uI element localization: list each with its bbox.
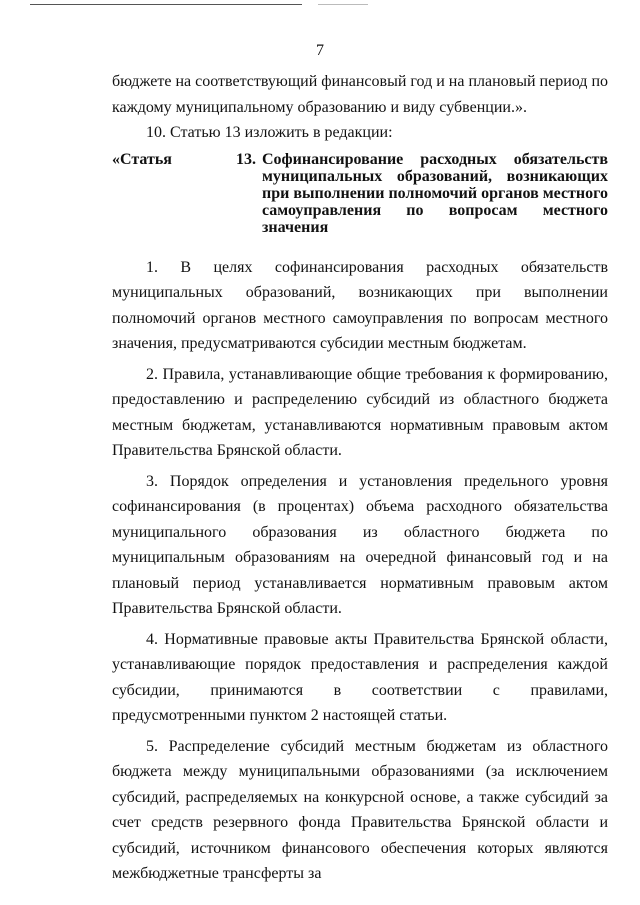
article-label-word: «Статья (112, 150, 172, 168)
paragraph-item-2: 2. Правила, устанавливающие общие требования к формированию, предоставлению и распределению субсидий из областного бюджета местным бюджетам, устанавливаются нормативным правовым актом Правительства Брянской области. (112, 365, 608, 459)
top-rule-faint (318, 4, 368, 5)
document-body (112, 69, 608, 887)
article-label-number: 13. (236, 150, 256, 168)
paragraph-amendment-10: 10. Статью 13 изложить в редакции: (146, 124, 393, 141)
page-number: 7 (316, 42, 324, 59)
paragraph-item-3: 3. Порядок определения и установления предельного уровня софинансирования (в процентах) объема расходного обязательства муниципального образования из областного бюджета по муниципальным образованиям на очередной финансовый год и на плановый период устанавливается нормативным правовым актом Правительства Брянской области. (112, 472, 608, 617)
paragraph-item-1: 1. В целях софинансирования расходных обязательств муниципальных образований, возникающих при выполнении полномочий органов местного самоуправления по вопросам местного значения, предусматриваются субсидии местным бюджетам. (112, 258, 608, 352)
article-label (112, 151, 262, 236)
paragraph-continued: бюджете на соответствующий финансовый год и на плановый период по каждому муниципальному образованию и виду субвенции.». (112, 73, 608, 116)
top-rule (30, 4, 302, 5)
article-title: Софинансирование расходных обязательств муниципальных образований, возникающих при выполнении полномочий органов местного самоуправления по вопросам местного значения (262, 150, 608, 236)
paragraph-item-5: 5. Распределение субсидий местным бюджетам из областного бюджета между муниципальными образованиями (за исключением субсидий, распределяемых на конкурсной основе, а также субсидий за счет средств резервного фонда Правительства Брянской области и субсидий, источником финансового обеспечения которых являются межбюджетные трансферты за (112, 737, 608, 882)
paragraph-item-4: 4. Нормативные правовые акты Правительства Брянской области, устанавливающие порядок предоставления и распределения каждой субсидии, принимаются в соответствии с правилами, предусмотренными пунктом 2 настоящей статьи. (112, 630, 608, 724)
article-heading (112, 151, 608, 236)
